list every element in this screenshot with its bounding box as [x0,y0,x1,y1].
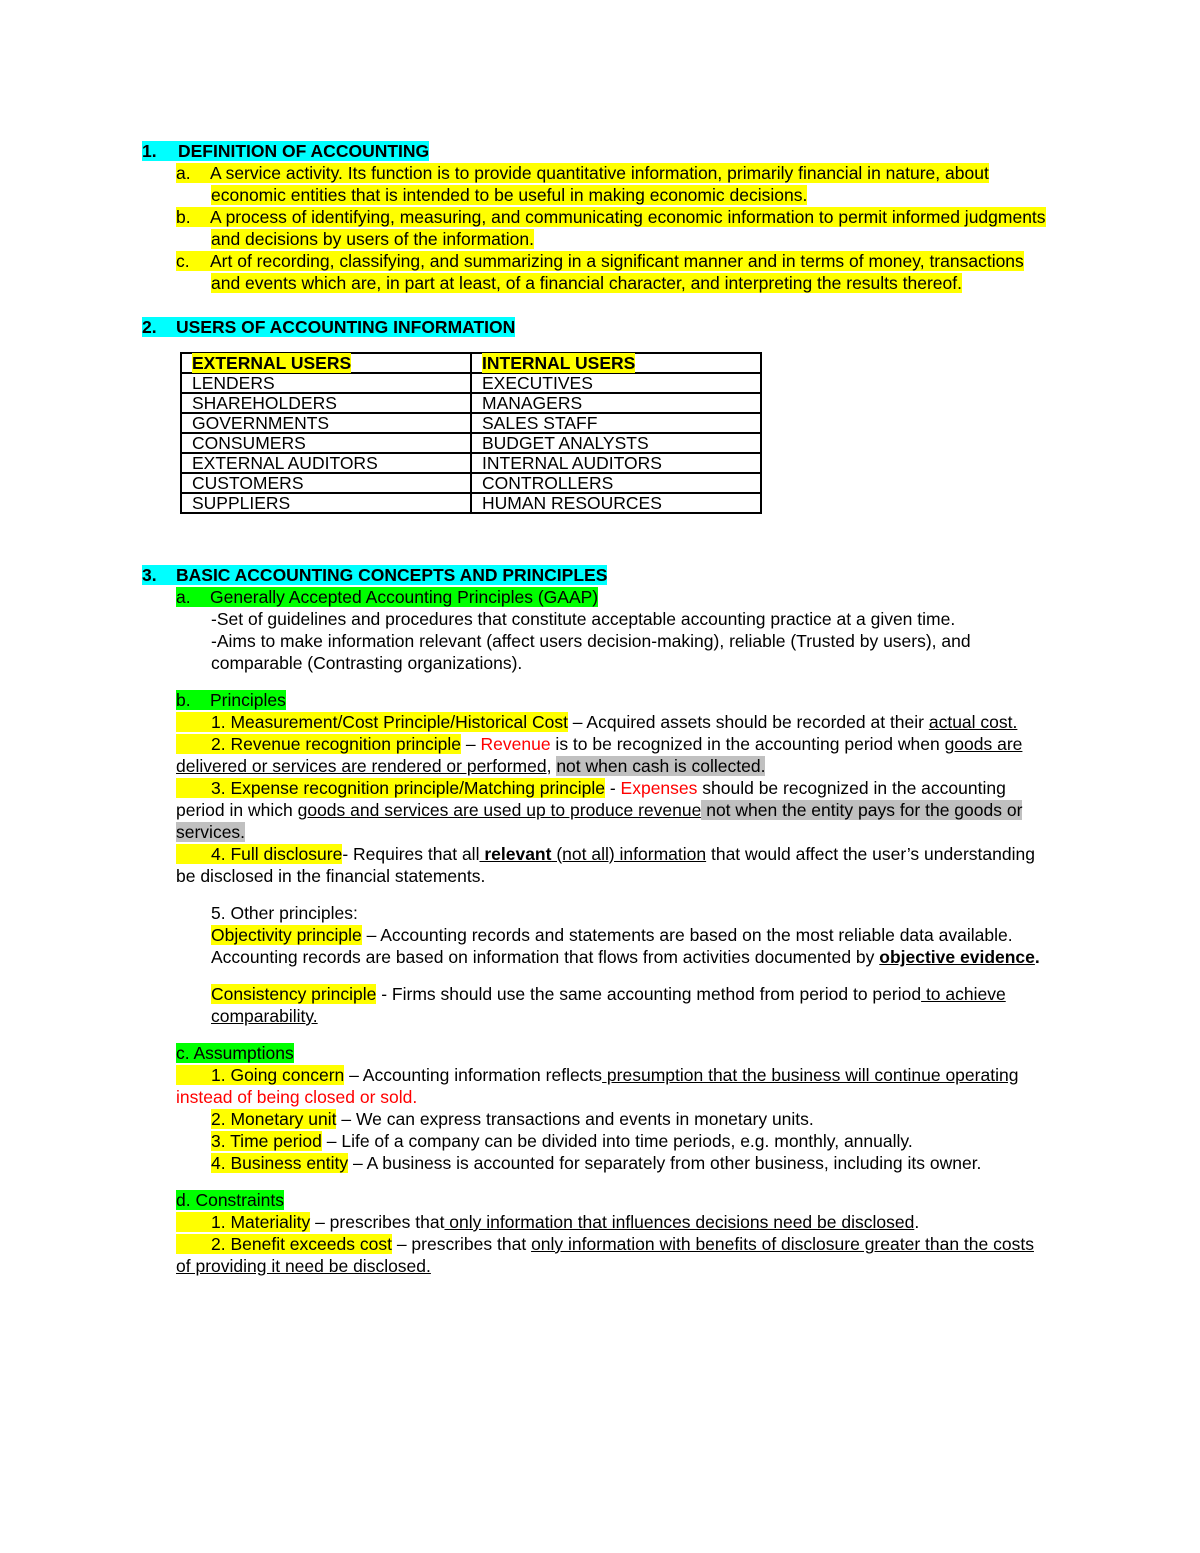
s1-item-a-line1: a. A service activity. Its function is to provide quantitative information, primarily financial in nature, about [176,163,989,183]
table-cell: INTERNAL AUDITORS [471,453,761,473]
objectivity-principle-line2: Accounting records are based on information that flows from activities documented by objective evidence. [211,947,1040,967]
table-cell: GOVERNMENTS [181,413,471,433]
s1-item-b-line1: b. A process of identifying, measuring, and communicating economic information to permit informed judgments [176,207,1046,227]
principle-3-line1: 3. Expense recognition principle/Matching principle - Expenses should be recognized in the accounting [176,777,1006,799]
section-2-number: 2. [142,317,157,337]
s1-item-c-line1: c. Art of recording, classifying, and summarizing in a significant manner and in terms of money, transactions [176,251,1024,271]
table-cell: MANAGERS [471,393,761,413]
table-header-internal: INTERNAL USERS [471,353,761,373]
s1-item-b-line2: and decisions by users of the information. [211,229,534,249]
s3a-title: Generally Accepted Accounting Principles (GAAP) [210,587,599,607]
users-table [180,352,762,514]
table-cell: SUPPLIERS [181,493,471,513]
table-header-external: EXTERNAL USERS [181,353,471,373]
principle-3-line2: period in which goods and services are used up to produce revenue not when the entity pays for the goods or [176,800,1023,820]
table-row [181,393,761,413]
s3a-line1: -Set of guidelines and procedures that constitute acceptable accounting practice at a given time. [211,609,956,629]
section-3-heading [142,564,607,586]
constraint-2-line1: 2. Benefit exceeds cost – prescribes that only information with benefits of disclosure greater than the costs [176,1233,1034,1255]
constraint-2-line2: of providing it need be disclosed. [176,1256,431,1276]
s3a-heading: a. Generally Accepted Accounting Principles (GAAP) [176,587,599,607]
section-1-title: DEFINITION OF ACCOUNTING [178,141,430,161]
table-cell: CONTROLLERS [471,473,761,493]
section-1-heading [142,140,429,162]
table-header-row [181,353,761,373]
table-cell: EXECUTIVES [471,373,761,393]
table-cell: SALES STAFF [471,413,761,433]
consistency-principle-line2: comparability. [211,1006,318,1026]
s1-item-b-label: b. [176,207,191,227]
s1-item-c-label: c. [176,251,190,271]
s1-item-c-line2: and events which are, in part at least, of a financial character, and interpreting the results thereof. [211,273,962,293]
s3d-heading: d. Constraints [176,1190,284,1210]
table-cell: EXTERNAL AUDITORS [181,453,471,473]
s3b-title: Principles [210,690,286,710]
objectivity-principle-line1: Objectivity principle – Accounting records and statements are based on the most reliable data available. [211,925,1013,945]
table-cell: LENDERS [181,373,471,393]
assumption-4: 4. Business entity – A business is accounted for separately from other business, including its owner. [211,1153,982,1173]
table-cell: HUMAN RESOURCES [471,493,761,513]
principle-2-line1: 2. Revenue recognition principle – Revenue is to be recognized in the accounting period when goods are [176,733,1022,755]
constraint-1: 1. Materiality – prescribes that only information that influences decisions need be disclosed. [176,1211,919,1233]
table-row [181,413,761,433]
assumption-1-line1: 1. Going concern – Accounting information reflects presumption that the business will continue operating [176,1064,1018,1086]
s3c-heading: c. Assumptions [176,1043,294,1063]
s3b-heading: b. Principles [176,690,286,710]
section-3-number: 3. [142,565,157,585]
principle-4-line2: be disclosed in the financial statements. [176,866,486,886]
table-row [181,493,761,513]
table-row [181,373,761,393]
section-2-title: USERS OF ACCOUNTING INFORMATION [176,317,516,337]
section-1-number: 1. [142,141,157,161]
other-principles-title: 5. Other principles: [211,903,358,923]
s3a-line3: comparable (Contrasting organizations). [211,653,523,673]
s3a-line2: -Aims to make information relevant (affect users decision-making), reliable (Trusted by users), and [211,631,971,651]
consistency-principle-line1: Consistency principle - Firms should use the same accounting method from period to period to achieve [211,984,1006,1004]
principle-3-line3: services. [176,822,246,842]
s1-item-a-label: a. [176,163,191,183]
table-cell: BUDGET ANALYSTS [471,433,761,453]
assumption-2: 2. Monetary unit – We can express transactions and events in monetary units. [211,1109,814,1129]
table-row [181,453,761,473]
table-row [181,433,761,453]
principle-2-line2: delivered or services are rendered or performed, not when cash is collected. [176,756,766,776]
principle-4-line1: 4. Full disclosure- Requires that all relevant (not all) information that would affect the user’s understanding [176,843,1035,865]
assumption-3: 3. Time period – Life of a company can be divided into time periods, e.g. monthly, annually. [211,1131,913,1151]
table-cell: CUSTOMERS [181,473,471,493]
s1-item-a-line2: economic entities that is intended to be useful in making economic decisions. [211,185,808,205]
principle-1: 1. Measurement/Cost Principle/Historical Cost – Acquired assets should be recorded at their actual cost. [176,711,1017,733]
assumption-1-line2: instead of being closed or sold. [176,1087,418,1107]
table-cell: CONSUMERS [181,433,471,453]
table-cell: SHAREHOLDERS [181,393,471,413]
table-row [181,473,761,493]
section-2-heading [142,316,515,338]
section-3-title: BASIC ACCOUNTING CONCEPTS AND PRINCIPLES [176,565,608,585]
